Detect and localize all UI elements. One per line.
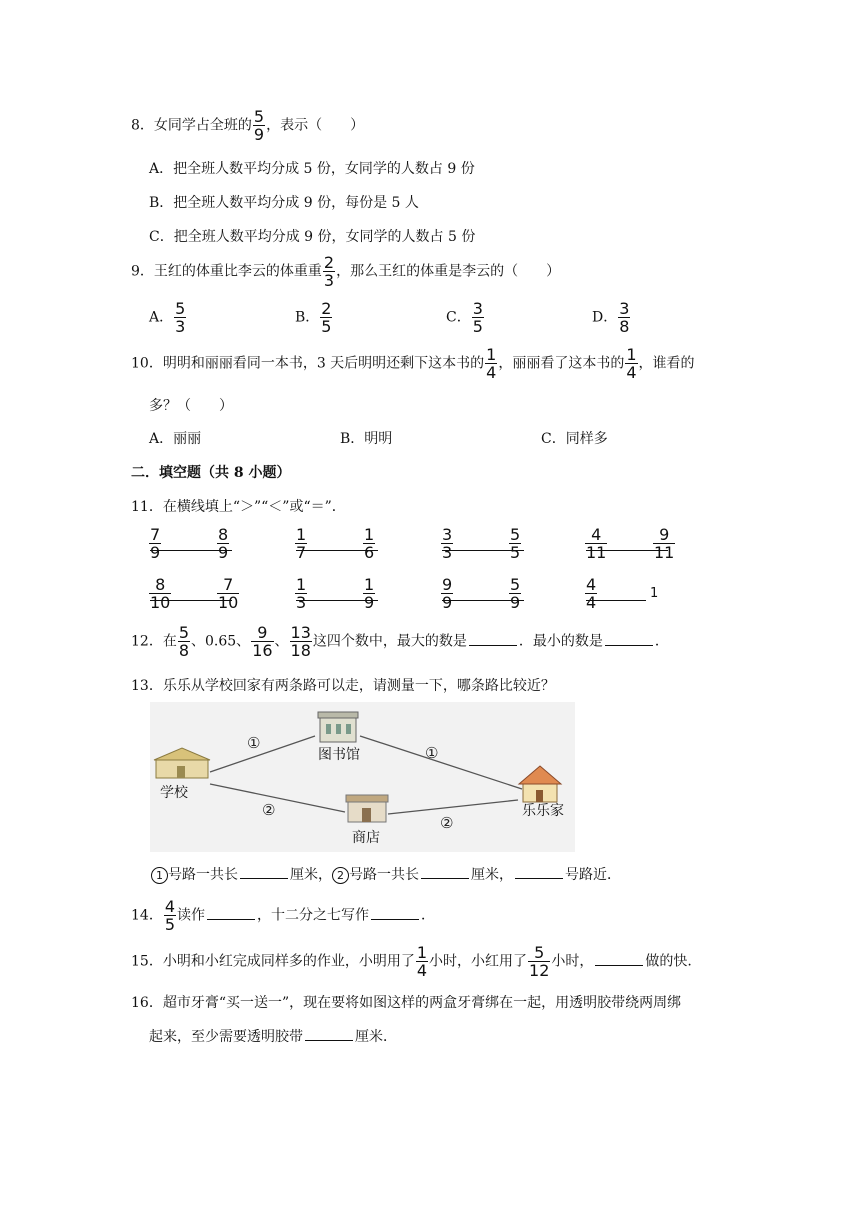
fraction: $\frac{9}{11}$ <box>654 525 675 562</box>
q13-answer-line: 1 号路一共长 厘米， 2 号路一共长 厘米， 号路近． <box>151 864 621 884</box>
shop-icon <box>346 795 388 822</box>
q10-stem: 10．明明和丽丽看同一本书，3 天后明明还剩下这本书的 $\frac{1}{4}$ ，丽丽看了这本书的 $\frac{1}{4}$ ，谁看的 <box>131 345 695 382</box>
comparison-item <box>580 524 690 566</box>
route-1-marker: ① <box>247 734 261 752</box>
route-2-marker: ② <box>440 814 454 832</box>
fraction: $\frac{1}{3}$ <box>296 575 307 612</box>
fraction: $\frac{4}{4}$ <box>586 575 597 612</box>
q12-stem: 12．在 $\frac{5}{8}$ 、0.65、 $\frac{9}{16}$ 、 $\frac{13}{18}$ 这四个数中，最大的数是 ．最小的数是 ． <box>131 623 669 660</box>
route-2-marker: ② <box>262 801 276 819</box>
q9-option-d: D． $\frac{3}{8}$ <box>592 299 630 336</box>
answer-blank[interactable] <box>469 631 517 646</box>
fraction: $\frac{4}{11}$ <box>586 525 607 562</box>
answer-blank[interactable] <box>207 905 255 920</box>
home-label: 乐乐家 <box>522 803 564 819</box>
school-label: 学校 <box>160 785 188 801</box>
q9-option-c: C． $\frac{3}{5}$ <box>446 299 483 336</box>
route-1-marker: ① <box>425 744 439 762</box>
q8-option-b: B．把全班人数平均分成 9 份，每份是 5 人 <box>149 195 419 211</box>
q9-prefix: 9．王红的体重比李云的体重重 <box>131 263 322 280</box>
q10-option-c: C．同样多 <box>541 431 608 447</box>
shop-label: 商店 <box>352 830 380 846</box>
fraction: $\frac{1}{6}$ <box>364 525 375 562</box>
comparison-item <box>436 574 546 616</box>
fraction: $\frac{2}{3}$ <box>323 253 335 290</box>
library-label: 图书馆 <box>318 747 360 763</box>
comparison-item <box>436 524 546 566</box>
q9-stem <box>131 254 560 289</box>
comparison-item <box>144 524 254 566</box>
route-map <box>150 702 575 852</box>
q10-option-a: A．丽丽 <box>149 431 202 447</box>
q9-option-b: B． $\frac{2}{5}$ <box>295 299 332 336</box>
q9-option-a: A． $\frac{5}{3}$ <box>149 299 186 336</box>
fraction: $\frac{7}{10}$ <box>218 575 239 612</box>
fraction: $\frac{3}{3}$ <box>442 525 453 562</box>
q10-option-b: B．明明 <box>340 431 393 447</box>
answer-blank[interactable] <box>605 631 653 646</box>
answer-blank[interactable] <box>595 951 643 966</box>
q11-stem: 11．在横线填上“＞”“＜”或“＝”． <box>131 499 346 515</box>
q13-stem: 13．乐乐从学校回家有两条路可以走，请测量一下，哪条路比较近？ <box>131 678 555 694</box>
answer-blank[interactable] <box>305 1026 353 1041</box>
route-2-circle: 2 <box>332 867 349 884</box>
section-title: 二．填空题（共 8 小题） <box>131 465 291 481</box>
q15-stem: 15．小明和小红完成同样多的作业，小明用了 $\frac{1}{4}$ 小时，小红用了 $\frac{5}{12}$ 小时， 做的快. <box>131 943 692 980</box>
answer-line[interactable] <box>586 600 646 601</box>
q8-stem <box>131 108 364 143</box>
comparison-item <box>580 574 690 616</box>
comparison-item <box>290 574 400 616</box>
library-icon <box>318 712 358 742</box>
q10-stem-line2: 多？（ ） <box>149 398 233 414</box>
fraction: $\frac{5}{9}$ <box>510 575 521 612</box>
comparison-item <box>290 524 400 566</box>
fraction: $\frac{1}{7}$ <box>296 525 307 562</box>
q14-stem: 14． $\frac{4}{5}$ 读作 ，十二分之七写作 ． <box>131 897 436 934</box>
fraction: $\frac{9}{9}$ <box>442 575 453 612</box>
fraction: $\frac{8}{9}$ <box>218 525 229 562</box>
q8-suffix: ，表示（ ） <box>266 117 365 134</box>
q9-suffix: ，那么王红的体重是李云的（ ） <box>336 263 561 280</box>
fraction: $\frac{1}{9}$ <box>364 575 375 612</box>
answer-blank[interactable] <box>371 905 419 920</box>
comparison-item <box>144 574 254 616</box>
answer-blank[interactable] <box>240 864 288 879</box>
q16-stem: 16．超市牙膏“买一送一”，现在要将如图这样的两盒牙膏绑在一起，用透明胶带绕两周绑 <box>131 995 682 1011</box>
answer-blank[interactable] <box>515 864 563 879</box>
route-1-circle: 1 <box>151 867 168 884</box>
fraction: $\frac{5}{5}$ <box>510 525 521 562</box>
fraction: $\frac{5}{9}$ <box>253 107 265 144</box>
fraction: $\frac{8}{10}$ <box>150 575 171 612</box>
q8-option-c: C．把全班人数平均分成 9 份，女同学的人数占 5 份 <box>149 229 476 245</box>
answer-blank[interactable] <box>421 864 469 879</box>
fraction: $\frac{7}{9}$ <box>150 525 161 562</box>
q8-prefix: 8．女同学占全班的 <box>131 117 252 134</box>
q8-option-a: A．把全班人数平均分成 5 份，女同学的人数占 9 份 <box>149 161 475 177</box>
q16-stem-line2: 起来，至少需要透明胶带 厘米． <box>149 1026 397 1046</box>
comparison-value: 1 <box>650 586 659 601</box>
